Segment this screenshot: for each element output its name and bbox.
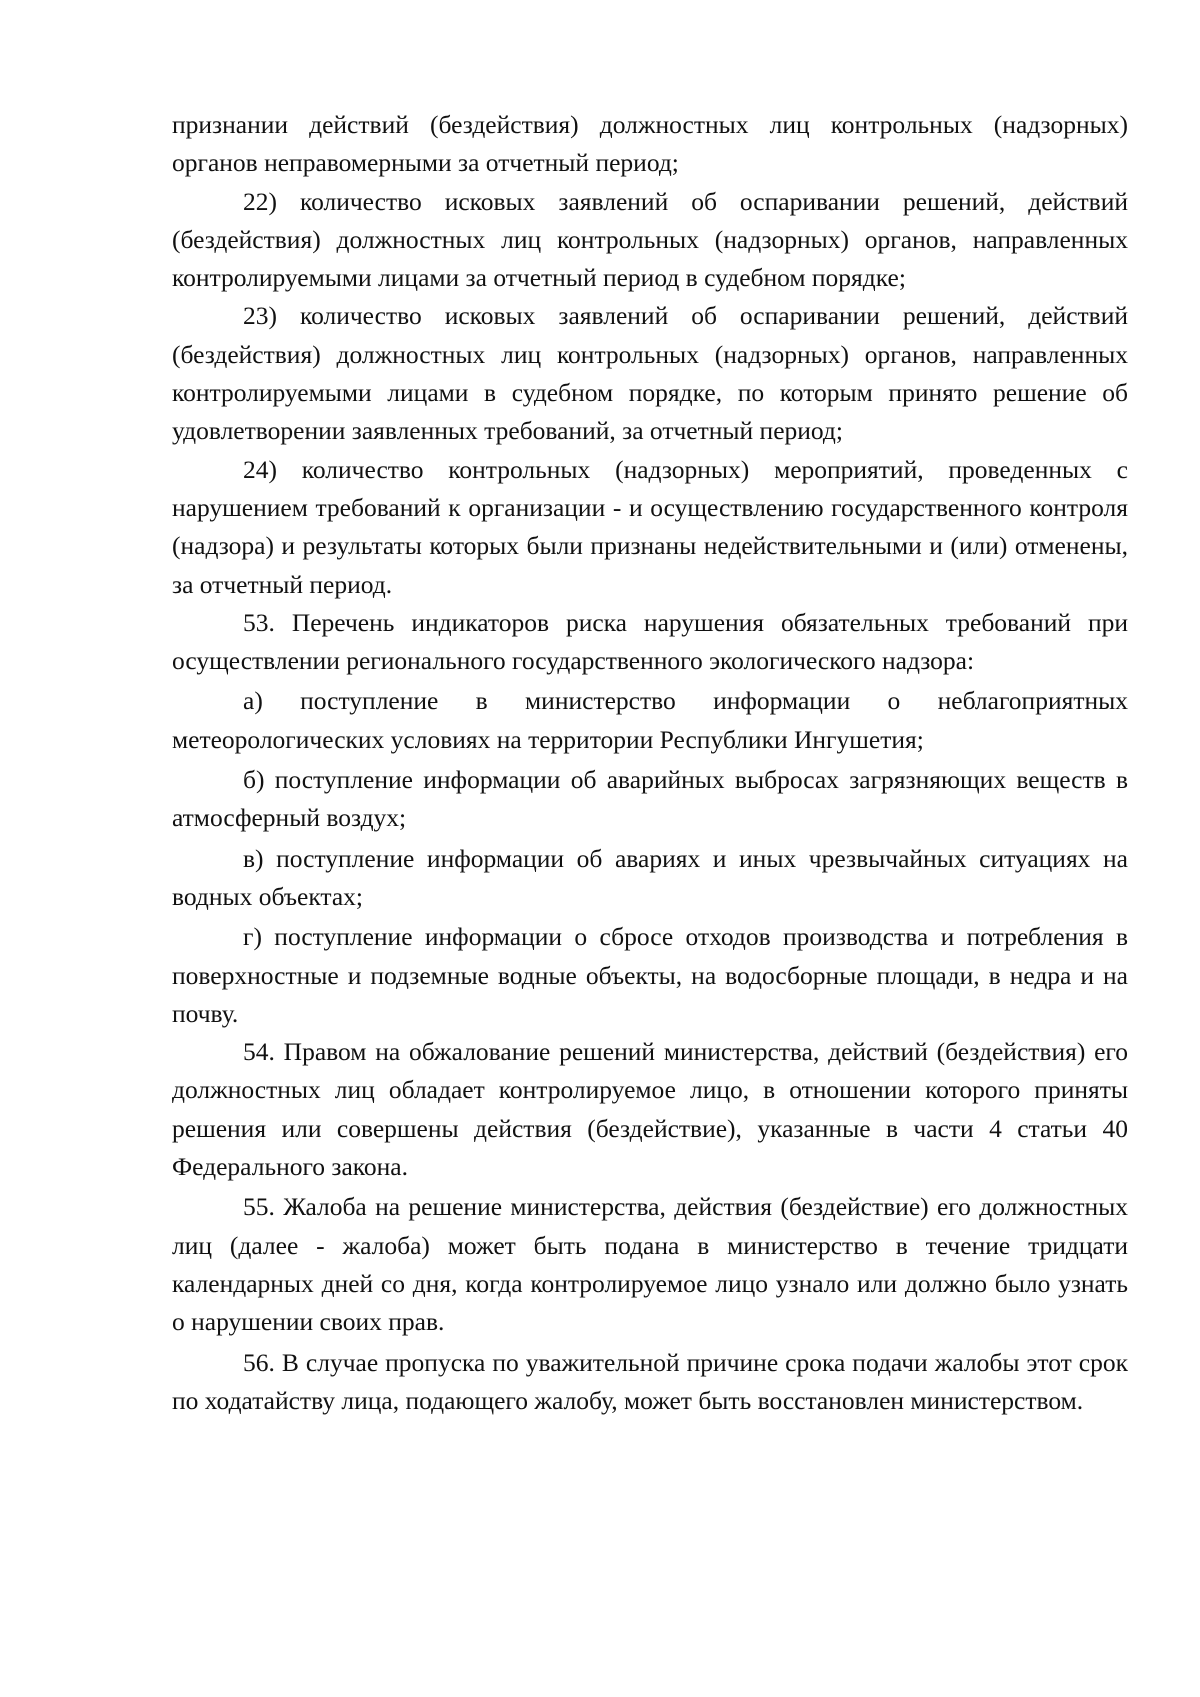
paragraph-53: 53. Перечень индикаторов риска нарушения обязательных требований при осуществлении регионального государственного экологического надзора: (172, 607, 1128, 676)
paragraph-53-a: а) поступление в министерство информации о неблагоприятных метеорологических условиях на территории Республики Ингушетия; (172, 686, 1128, 754)
paragraph-53-b: б) поступление информации об аварийных выбросах загрязняющих веществ в атмосферный воздух; (172, 765, 1128, 833)
paragraph-continuation: признании действий (бездействия) должностных лиц контрольных (надзорных) органов неправомерными за отчетный период; (172, 110, 1128, 178)
paragraph-item-23: 23) количество исковых заявлений об оспаривании решений, действий (бездействия) должностных лиц контрольных (надзорных) органов, направленных контролируемыми лицами в судебном порядке, по которым принято решение об удовлетворении заявленных требований, за отчетный период; (172, 301, 1128, 446)
paragraph-54: 54. Правом на обжалование решений министерства, действий (бездействия) его должностных лиц обладает контролируемое лицо, в отношении которого приняты решения или совершены действия (бездействие), указанные в части 4 статьи 40 Федерального закона. (172, 1037, 1128, 1182)
document-page (172, 106, 1128, 1420)
paragraph-item-24: 24) количество контрольных (надзорных) мероприятий, проведенных с нарушением требований к организации - и осуществлению государственного контроля (надзора) и результаты которых были признаны недействительными и (или) отменены, за отчетный период. (172, 454, 1128, 599)
paragraph-53-g: г) поступление информации о сбросе отходов производства и потребления в поверхностные и подземные водные объекты, на водосборные площади, в недра и на почву. (172, 922, 1128, 1028)
paragraph-55: 55. Жалоба на решение министерства, действия (бездействие) его должностных лиц (далее - жалоба) может быть подана в министерство в течение тридцати календарных дней со дня, когда контролируемое лицо узнало или должно было узнать о нарушении своих прав. (172, 1192, 1128, 1337)
paragraph-item-22: 22) количество исковых заявлений об оспаривании решений, действий (бездействия) должностных лиц контрольных (надзорных) органов, направленных контролируемыми лицами за отчетный период в судебном порядке; (172, 186, 1128, 293)
paragraph-56: 56. В случае пропуска по уважительной причине срока подачи жалобы этот срок по ходатайству лица, подающего жалобу, может быть восстановлен министерством. (172, 1347, 1128, 1415)
paragraph-53-v: в) поступление информации об авариях и иных чрезвычайных ситуациях на водных объектах; (172, 843, 1128, 911)
